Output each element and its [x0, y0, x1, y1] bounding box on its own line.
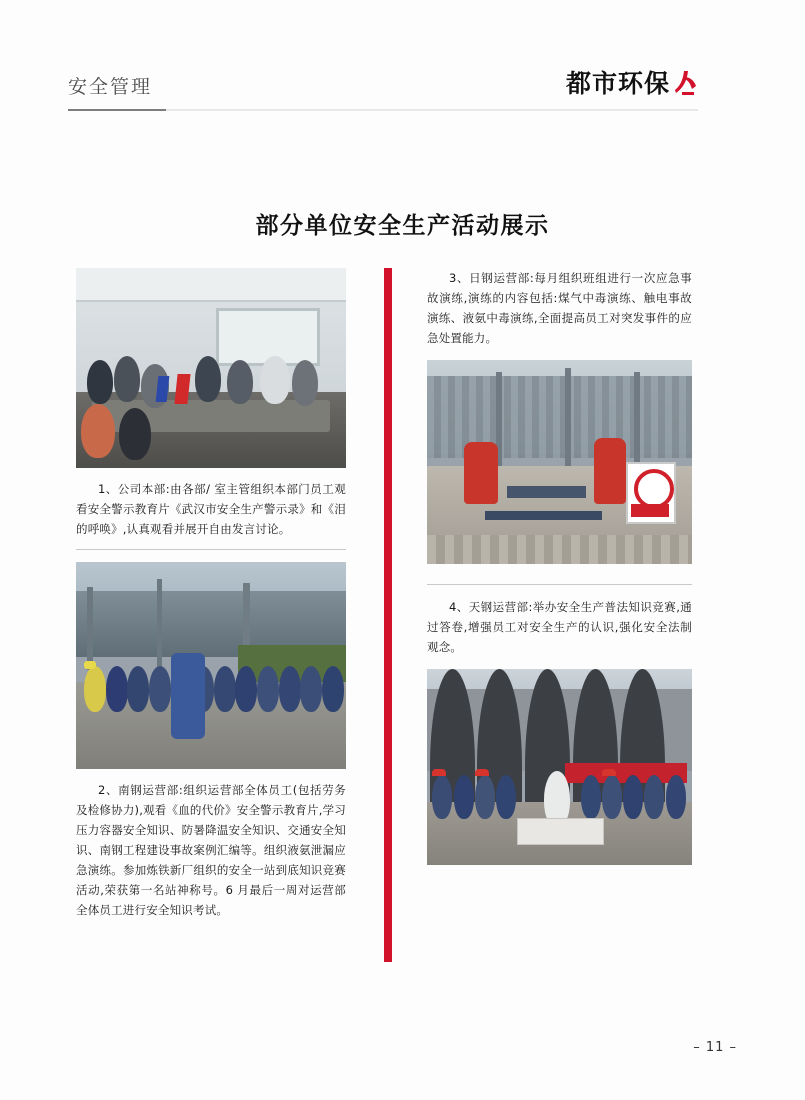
right-column-separator: [427, 584, 692, 585]
caption-item-2: [76, 780, 346, 920]
caption-item-1: [76, 479, 346, 539]
photo-nangang-operations-gathering: [76, 562, 346, 769]
page-header: [68, 68, 698, 110]
caption-item-3: [427, 268, 692, 348]
no-entry-sign: [626, 462, 676, 524]
article-item-4: [427, 597, 692, 865]
article-item-3: [427, 268, 692, 564]
page-title: 部分单位安全生产活动展示: [255, 213, 550, 239]
caption-item-3-text: 3、日钢运营部:每月组织班组进行一次应急事故演练,演练的内容包括:煤气中毒演练、触电事故演练、液氨中毒演练,全面提高员工对突发事件的应急处置能力。: [427, 271, 692, 345]
right-column: [427, 268, 692, 865]
photo-rigang-emergency-drill: [427, 360, 692, 564]
page-number: – 11 –: [693, 1040, 737, 1055]
column-divider: [384, 268, 392, 962]
brand-name: 都市环保: [565, 69, 670, 98]
section-title: 安全管理: [68, 76, 153, 98]
caption-item-4-text: 4、天钢运营部:举办安全生产普法知识竞赛,通过答卷,增强员工对安全生产的认识,强化安全法制观念。: [427, 600, 692, 654]
caption-item-2-text: 2、南钢运营部:组织运营部全体员工(包括劳务及检修协力),观看《血的代价》安全警示教育片,学习压力容器安全知识、防暑降温安全知识、交通安全知识、南钢工程建设事故案例汇编等。组织液氨泄漏应急演练。参加炼铁新厂组织的安全一站到底知识竞赛活动,荣获第一名站神称号。6 月最后一周对运营部全体员工进行安全知识考试。: [76, 783, 346, 917]
caption-item-1-text: 1、公司本部:由各部/ 室主管组织本部门员工观看安全警示教育片《武汉市安全生产警示录》和《泪的呼唤》,认真观看并展开自由发言讨论。: [76, 482, 346, 536]
brand-logo: [566, 68, 698, 96]
photo-company-headquarters-meeting: [76, 268, 346, 468]
brand-mark-icon: [672, 68, 698, 96]
header-divider-accent: [68, 109, 166, 111]
left-column-separator: [76, 549, 346, 550]
photo-tiangang-safety-law-quiz: [427, 669, 692, 865]
article-item-1: [76, 268, 346, 539]
article-item-2: [76, 562, 346, 920]
caption-item-4: [427, 597, 692, 657]
left-column: [76, 268, 346, 920]
